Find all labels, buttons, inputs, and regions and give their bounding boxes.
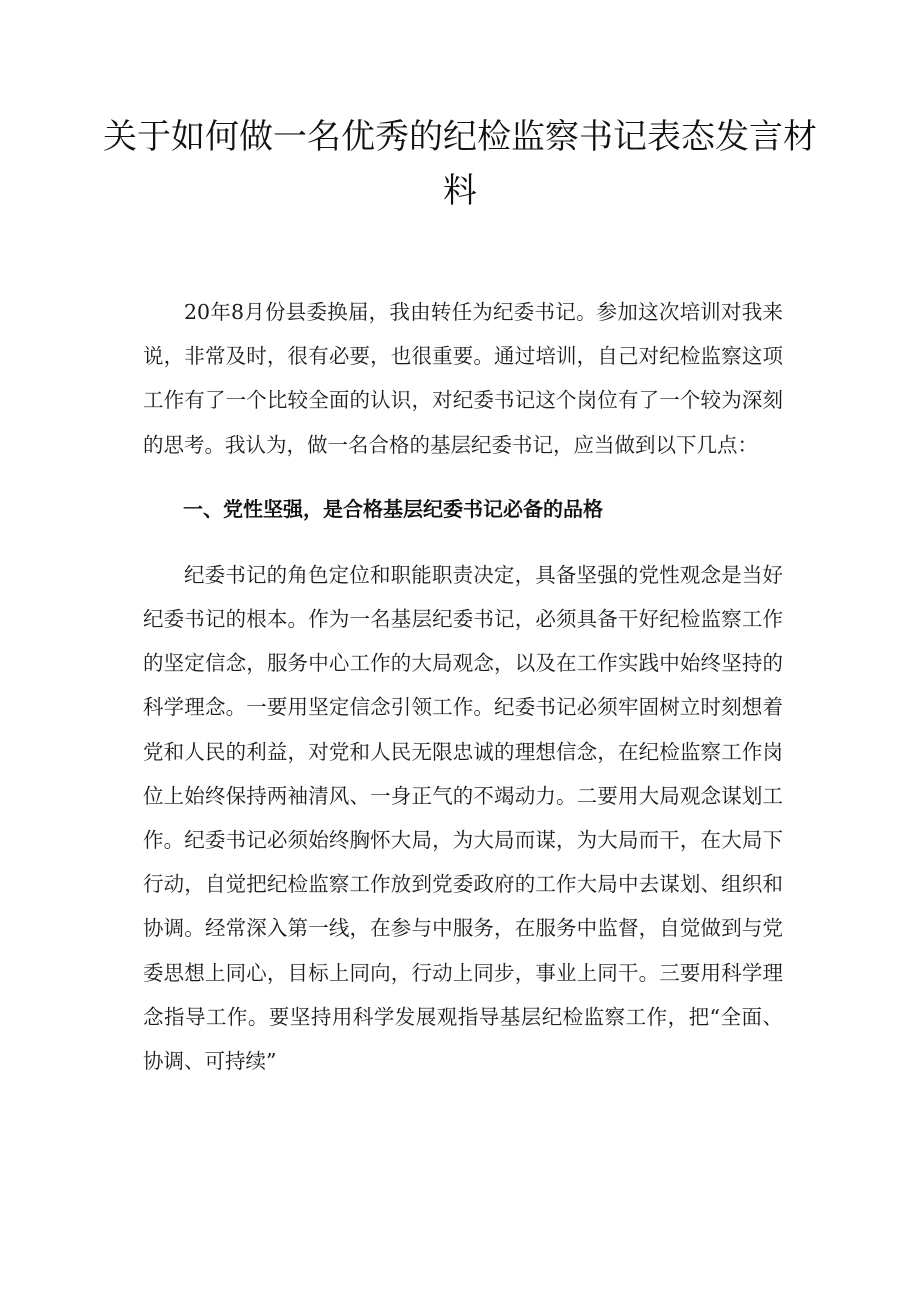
document-title: 关于如何做一名优秀的纪检监察书记表态发言材料 xyxy=(103,117,817,211)
section-paragraph: 纪委书记的角色定位和职能职责决定，具备坚强的党性观念是当好纪委书记的根本。作为一名基层纪委书记，必须具备干好纪检监察工作的坚定信念，服务中心工作的大局观念，以及在工作实践中始终坚持的科学理念。一要用坚定信念引领工作。纪委书记必须牢固树立时刻想着党和人民的利益，对党和人民无限忠诚的理想信念，在纪检监察工作岗位上始终保持两袖清风、一身正气的不竭动力。二要用大局观念谋划工作。纪委书记必须始终胸怀大局，为大局而谋，为大局而干，在大局下行动，自觉把纪检监察工作放到党委政府的工作大局中去谋划、组织和协调。经常深入第一线，在参与中服务，在服务中监督，自觉做到与党委思想上同心，目标上同向，行动上同步，事业上同干。三要用科学理念指导工作。要坚持用科学发展观指导基层纪检监察工作，把“全面、协调、可持续” xyxy=(143,562,783,1074)
intro-paragraph: 20年8月份县委换届，我由转任为纪委书记。参加这次培训对我来说，非常及时，很有必要，也很重要。通过培训，自己对纪检监察这项工作有了一个比较全面的认识，对纪委书记这个岗位有了一个较为深刻的思考。我认为，做一名合格的基层纪委书记，应当做到以下几点： xyxy=(143,300,783,457)
section-heading: 一、党性坚强，是合格基层纪委书记必备的品格 xyxy=(183,496,603,521)
document-body xyxy=(143,290,783,1083)
